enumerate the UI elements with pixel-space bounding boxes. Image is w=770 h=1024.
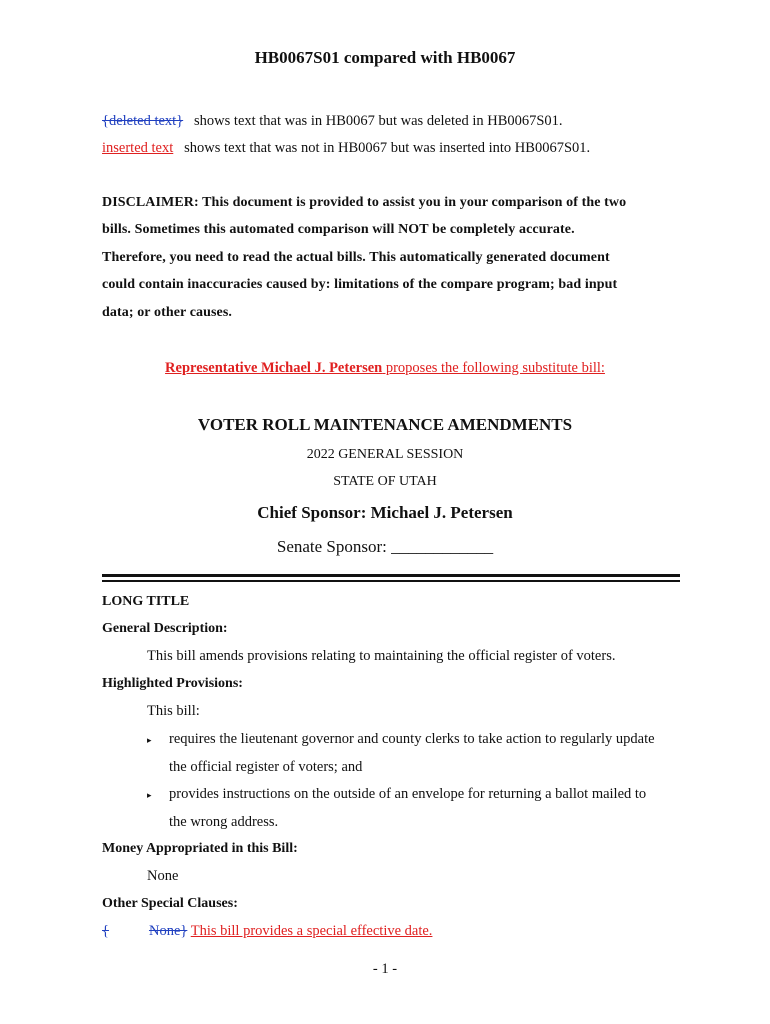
provision-text: the wrong address. (169, 814, 279, 830)
inserted-sample: inserted text (102, 140, 174, 156)
session-label: 2022 GENERAL SESSION (306, 447, 464, 462)
disclaimer-line: could contain inaccuracies caused by: limitations of the compare program; bad input (102, 277, 618, 292)
state-label: STATE OF UTAH (333, 474, 437, 489)
deleted-description: shows text that was in HB0067 but was deleted in HB0067S01. (194, 113, 563, 129)
this-bill-label: This bill: (147, 703, 200, 719)
document-title: HB0067S01 compared with HB0067 (254, 48, 516, 67)
page-number: - 1 - (372, 961, 398, 977)
general-description-heading: General Description: (102, 621, 228, 636)
provision-text: the official register of voters; and (169, 759, 363, 775)
provision-text: requires the lieutenant governor and county clerks to take action to regularly update (169, 731, 655, 747)
special-clauses-line (102, 923, 432, 940)
money-appropriated-text: None (147, 868, 179, 884)
deleted-text: { None} (102, 923, 188, 939)
chief-sponsor: Chief Sponsor: Michael J. Petersen (257, 503, 513, 522)
long-title-heading: LONG TITLE (102, 594, 190, 609)
senate-sponsor: Senate Sponsor: ____________ (276, 537, 494, 556)
substitute-text: proposes the following substitute bill: (382, 360, 605, 376)
legend-deleted (102, 113, 563, 130)
bullet-icon: ▸ (147, 790, 152, 800)
special-clauses-heading: Other Special Clauses: (102, 896, 238, 911)
legend-inserted (102, 140, 590, 157)
general-description-text: This bill amends provisions relating to maintaining the official register of voters. (147, 648, 616, 664)
provision-text: provides instructions on the outside of an envelope for returning a ballot mailed to (169, 786, 647, 802)
highlighted-provisions-heading: Highlighted Provisions: (102, 676, 243, 691)
disclaimer-line: Therefore, you need to read the actual bills. This automatically generated document (102, 250, 610, 265)
bill-title: VOTER ROLL MAINTENANCE AMENDMENTS (197, 415, 573, 434)
money-appropriated-heading: Money Appropriated in this Bill: (102, 841, 298, 856)
substitute-notice (0, 360, 770, 377)
inserted-description: shows text that was not in HB0067 but was inserted into HB0067S01. (184, 140, 591, 156)
inserted-text: This bill provides a special effective date. (190, 923, 433, 939)
representative-name: Representative Michael J. Petersen (165, 360, 383, 376)
deleted-sample: {deleted text} (102, 113, 184, 129)
disclaimer-line: DISCLAIMER: This document is provided to assist you in your comparison of the two (102, 195, 627, 210)
disclaimer-line: data; or other causes. (102, 305, 233, 320)
divider-thin (102, 580, 680, 582)
disclaimer-line: bills. Sometimes this automated comparison will NOT be completely accurate. (102, 222, 575, 237)
bullet-icon: ▸ (147, 735, 152, 745)
divider-thick (102, 574, 680, 577)
